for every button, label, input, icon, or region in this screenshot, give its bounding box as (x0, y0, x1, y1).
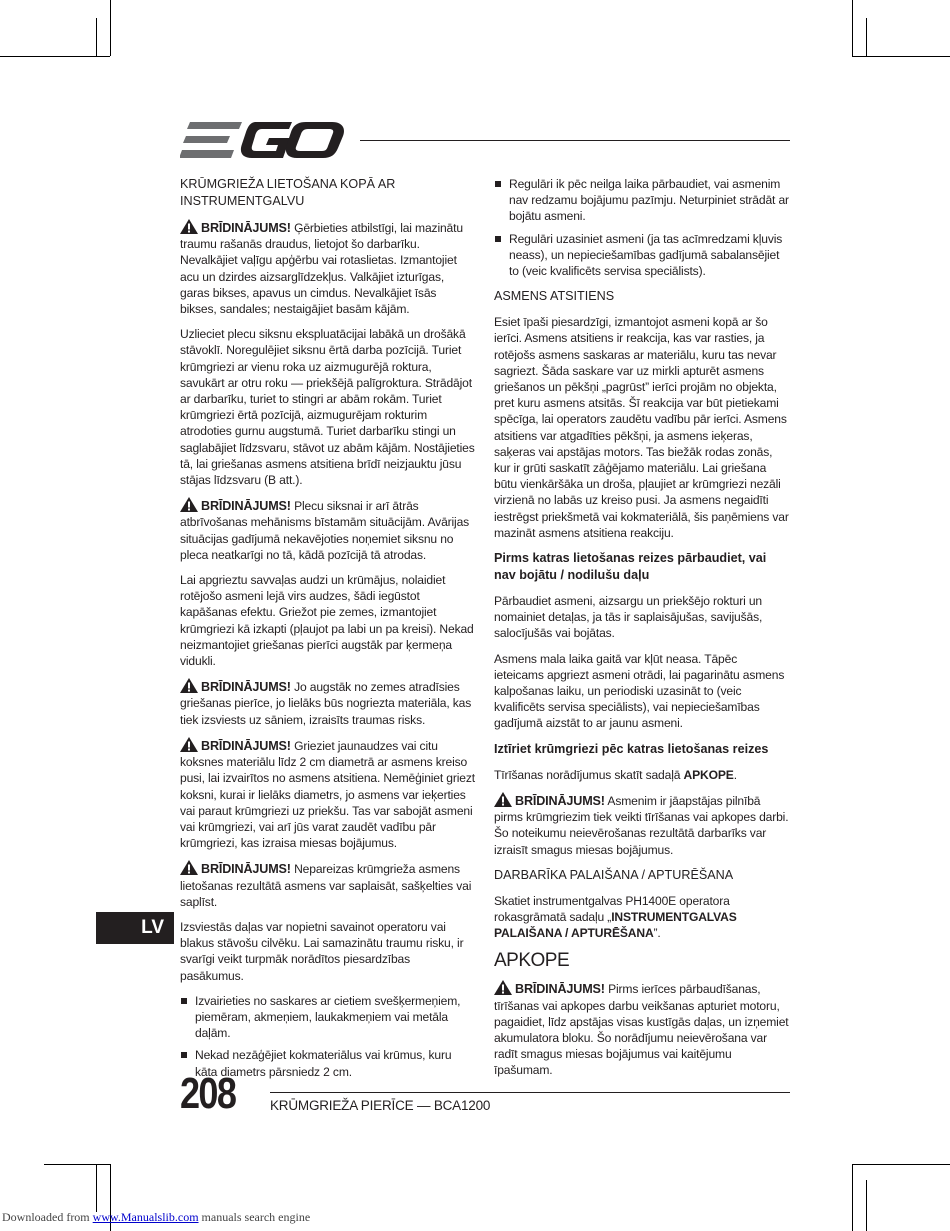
warning-label: BRĪDINĀJUMS! (201, 680, 291, 695)
warning-paragraph (180, 497, 476, 563)
body-paragraph: Asmens mala laika gaitā var kļūt neasa. Tāpēc ieteicams apgriezt asmeni otrādi, lai pagarinātu asmens kalpošanas laiku, un periodiski uzasināt to (veic kvalificēts servisa speciālists), vai nepieciešamības gadījumā aizstāt to ar jaunu asmeni. (494, 651, 785, 731)
warning-triangle-icon (494, 792, 512, 807)
warning-paragraph (494, 980, 790, 1078)
warning-label: BRĪDINĀJUMS! (201, 221, 291, 235)
crop-mark (110, 0, 111, 56)
warning-paragraph (180, 219, 476, 317)
list-item: Izvairieties no saskares ar cietiem svešķermeņiem, piemēram, akmeņiem, laukakmeņiem vai metāla daļām. (180, 993, 476, 1042)
warning-triangle-icon (180, 497, 198, 512)
body-paragraph: Skatiet instrumentgalvas PH1400E operatora rokasgrāmatā sadaļu „INSTRUMENTGALVAS PALAIŠANA / APTURĒŠANA”. (494, 893, 737, 941)
list-item: Regulāri ik pēc neilga laika pārbaudiet, vai asmenim nav redzamu bojājumu pazīmju. Neturpiniet strādāt ar bojātu asmeni. (494, 176, 790, 225)
bullet-list (180, 993, 476, 1080)
warning-text: Ģērbieties atbilstīgi, lai mazinātu traumu rašanās draudus, lietojot šo darbarīku. Nevalkājiet vaļīgu apģērbu vai rotaslietas. Izmantojiet acu un dzirdes aizsarglīdzekļus. Valkājiet izturīgas, garas bikses, apavus un cimdus. Nevalkājiet īsās bikses, sandales; nestaigājiet basām kājām. (180, 221, 463, 317)
warning-triangle-icon (180, 678, 198, 693)
warning-label: BRĪDINĀJUMS! (201, 499, 291, 514)
warning-text: Nepareizas krūmgrieža asmens lietošanas rezultātā asmens var saplaisāt, sašķelties vai saplīst. (180, 862, 472, 909)
warning-text: Grieziet jaunaudzes vai citu koksnes materiālu līdz 2 cm diametrā ar asmens kreiso pusi, lai izvairītos no asmens atsitiena. Nemēģiniet griezt koksni, kurai ir lielāks diametrs, jo asmens var ieķerties vai paraut krūmgriezi uz priekšu. Tas var sabojāt asmeni vai krūmgriezi, vai arī jūs varat zaudēt vadību pār krūmgriezi, kas izraisa miesas bojājumus. (180, 738, 475, 851)
bullet-square-icon (495, 181, 501, 187)
crop-mark (852, 1164, 950, 1165)
footer-rule (270, 1092, 790, 1093)
warning-label: BRĪDINĀJUMS! (201, 862, 291, 877)
section-heading: DARBARĪKA PALAIŠANA / APTURĒŠANA (494, 867, 734, 882)
crop-mark (96, 1164, 97, 1212)
warning-triangle-icon (180, 860, 198, 875)
page-number: 208 (180, 1069, 236, 1118)
warning-text: Asmenim ir jāapstājas pilnībā pirms krūmgriezim tiek veikti tīrīšanas vai apkopes darbi. Šo noteikumu neievērošanas rezultātā darbarīks var izraisīt smagus miesas bojājumus. (494, 793, 789, 857)
subsection-heading: Iztīriet krūmgriezi pēc katras lietošanas reizes (494, 741, 769, 756)
crop-mark (60, 56, 110, 57)
crop-mark (852, 1164, 853, 1231)
list-item: Regulāri uzasiniet asmeni (ja tas acīmredzami kļuvis neass), un nepieciešamības gadījumā sabalansējiet to (veic kvalificēts servisa speciālists). (494, 231, 790, 280)
bullet-list (494, 176, 790, 279)
cross-reference: APKOPE (683, 767, 734, 782)
body-paragraph: Pārbaudiet asmeni, aizsargu un priekšējo rokturi un nomainiet detaļas, ja tās ir saplaisājušas, savijušās, salocījušās vai bojātas. (494, 594, 763, 641)
body-paragraph: Esiet īpaši piesardzīgi, izmantojot asmeni kopā ar šo ierīci. Asmens atsitiens ir reakcija, kas var rasties, ja rotējošs asmens saskaras ar materiālu, kuru tas nevar sagriezt. Šāda saskare var uz mirkli apturēt asmens griešanos un pēkšņi „pagrūst” ierīci projām no objekta, pret kuru asmens atsitās. Šī reakcija var būt pietiekami spēcīga, lai operators zaudētu vadību pār ierīci. Asmens atsitiens var atgadīties pēkšņi, ja asmens ieķeras, saķeras vai apstājas motors. Tas biežāk rodas zonās, kur ir grūti saskatīt zāģējamo materiālu. Lai griešana būtu vienkāršāka un droša, pļaujiet ar krūmgriezi nezāli virzienā no labās uz kreiso pusi. Ja asmens negaidīti iestrēgst priekšmetā vai kokmateriālā, šis paņēmiens var mazināt asmens atsitiena reakciju. (494, 315, 789, 540)
warning-triangle-icon (180, 737, 198, 752)
body-paragraph: Lai apgrieztu savvaļas audzi un krūmājus, nolaidiet rotējošo asmeni lejā virs audzes, šādi iegūstot kapāšanas efektu. Griežot pie zemes, izmantojiet krūmgriezi kā izkapti (pļaujot pa labi un pa kreisi). Nekad neizmantojiet griešanas pierīci augstāk par ķermeņa vidukli. (180, 573, 474, 669)
download-notice: Downloaded from www.Manualslib.com manuals search engine (2, 1210, 311, 1224)
warning-label: BRĪDINĀJUMS! (201, 738, 291, 753)
bullet-square-icon (181, 998, 187, 1004)
subsection-heading: Pirms katras lietošanas reizes pārbaudiet, vai nav bojātu / nodilušu daļu (494, 551, 767, 583)
body-paragraph: Uzlieciet plecu siksnu ekspluatācijai labākā un drošākā stāvoklī. Noregulējiet siksnu ērtā darba pozīcijā. Turiet krūmgriezi ar vienu roka uz aizmugurējā roktura, savukārt ar otru roku — priekšējā palīgroktura. Strādājot ar darbarīku, turiet to stingri ar abām rokām. Turiet krūmgriezi ērtā pozīcijā, aizmugurējam rokturim atrodoties gurnu augstumā. Turiet darbarīku stingi un saglabājiet līdzsvaru, stāvot uz abām kājām. Nostājieties tā, lai griešanas asmens atsitiena brīdī neizjauktu jūsu stājas līdzsvaru (B att.). (180, 327, 475, 488)
warning-text: Plecu siksnai ir arī ātrās atbrīvošanas mehānisms bīstamām situācijām. Avārijas situācijas gadījumā nekavējoties noņemiet siksnu no pleca neatkarīgi no tā, kādā pozīcijā tā atrodas. (180, 499, 470, 562)
section-heading: ASMENS ATSITIENS (494, 289, 615, 304)
footer-title: KRŪMGRIEŽA PIERĪCE — BCA1200 (270, 1098, 491, 1113)
crop-mark (866, 1180, 867, 1231)
crop-mark (852, 56, 950, 57)
chapter-heading: APKOPE (494, 950, 570, 972)
ego-logo-icon (180, 120, 344, 160)
warning-text: Pirms ierīces pārbaudīšanas, tīrīšanas vai apkopes darbu veikšanas apturiet motoru, pagaidiet, līdz apstājas visas kustīgās daļas, un izņemiet akumulatora bloku. Šo norādījumu neievērošana var radīt smagus miesas bojājumus vai kaitējumu īpašumam. (494, 982, 789, 1078)
right-column (494, 176, 790, 1088)
warning-paragraph (180, 860, 476, 910)
warning-paragraph (180, 678, 476, 728)
warning-paragraph (180, 737, 476, 851)
warning-label: BRĪDINĀJUMS! (515, 982, 605, 997)
left-column (180, 176, 476, 1089)
warning-paragraph (494, 792, 790, 858)
warning-triangle-icon (494, 980, 512, 995)
body-paragraph: Tīrīšanas norādījumus skatīt sadaļā APKOPE. (494, 767, 737, 782)
warning-label: BRĪDINĀJUMS! (515, 793, 605, 808)
header-rule (360, 140, 790, 141)
crop-mark (44, 1164, 110, 1165)
warning-text: Jo augstāk no zemes atradīsies griešanas pierīce, jo lielāks būs nogriezta materiāla, kas tiek izsviests uz sāniem, izraisīts traumas risks. (180, 680, 472, 727)
crop-mark (852, 0, 853, 56)
list-item: Nekad nezāģējiet kokmateriālus vai krūmus, kuru kāta diametrs pārsniedz 2 cm. (180, 1047, 476, 1079)
bullet-square-icon (181, 1052, 187, 1058)
manualslib-link[interactable]: www.Manualslib.com (92, 1210, 199, 1224)
bullet-square-icon (495, 236, 501, 242)
crop-mark (96, 18, 97, 56)
language-tab: LV (96, 912, 174, 944)
section-heading: KRŪMGRIEŽA LIETOŠANA KOPĀ AR INSTRUMENTGALVU (180, 177, 396, 208)
body-paragraph: Izsviestās daļas var nopietni savainot operatoru vai blakus stāvošu cilvēku. Lai samazinātu traumu risku, ir svarīgi veikt turpmāk norādītos piesardzības pasākumus. (180, 919, 464, 983)
crop-mark (866, 18, 867, 56)
cross-reference: INSTRUMENTGALVAS PALAIŠANA / APTURĒŠANA (494, 909, 737, 941)
warning-triangle-icon (180, 219, 198, 234)
